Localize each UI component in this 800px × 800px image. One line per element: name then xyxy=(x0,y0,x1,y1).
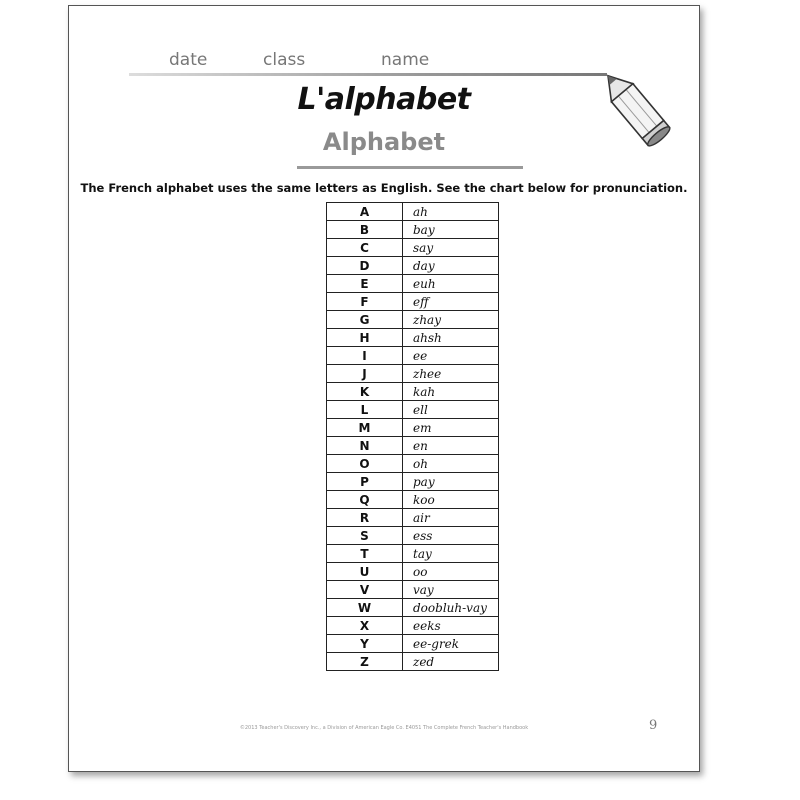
table-row xyxy=(327,455,499,473)
pronunciation-cell: eff xyxy=(403,293,499,311)
pronunciation-cell: day xyxy=(403,257,499,275)
letter-cell: Z xyxy=(327,653,403,671)
pronunciation-cell: ess xyxy=(403,527,499,545)
letter-cell: T xyxy=(327,545,403,563)
table-row xyxy=(327,239,499,257)
table-row xyxy=(327,347,499,365)
pronunciation-cell: eeks xyxy=(403,617,499,635)
letter-cell: S xyxy=(327,527,403,545)
table-row xyxy=(327,545,499,563)
letter-cell: K xyxy=(327,383,403,401)
pronunciation-cell: say xyxy=(403,239,499,257)
class-label: class xyxy=(263,50,306,70)
table-row xyxy=(327,527,499,545)
pronunciation-cell: em xyxy=(403,419,499,437)
table-row xyxy=(327,491,499,509)
letter-cell: W xyxy=(327,599,403,617)
letter-cell: M xyxy=(327,419,403,437)
table-row xyxy=(327,563,499,581)
pronunciation-cell: zed xyxy=(403,653,499,671)
letter-cell: N xyxy=(327,437,403,455)
table-row xyxy=(327,401,499,419)
pronunciation-cell: ee xyxy=(403,347,499,365)
alphabet-table xyxy=(326,202,499,671)
pronunciation-cell: en xyxy=(403,437,499,455)
table-row xyxy=(327,257,499,275)
letter-cell: D xyxy=(327,257,403,275)
table-row xyxy=(327,311,499,329)
letter-cell: R xyxy=(327,509,403,527)
letter-cell: J xyxy=(327,365,403,383)
pronunciation-cell: oh xyxy=(403,455,499,473)
pronunciation-cell: zhay xyxy=(403,311,499,329)
letter-cell: U xyxy=(327,563,403,581)
pronunciation-cell: pay xyxy=(403,473,499,491)
letter-cell: H xyxy=(327,329,403,347)
table-row xyxy=(327,617,499,635)
letter-cell: B xyxy=(327,221,403,239)
pronunciation-cell: euh xyxy=(403,275,499,293)
letter-cell: G xyxy=(327,311,403,329)
pronunciation-cell: doobluh-vay xyxy=(403,599,499,617)
letter-cell: Y xyxy=(327,635,403,653)
letter-cell: Q xyxy=(327,491,403,509)
letter-cell: L xyxy=(327,401,403,419)
table-row xyxy=(327,581,499,599)
header-writing-line xyxy=(129,73,607,76)
intro-text: The French alphabet uses the same letters as English. See the chart below for pronunciation. xyxy=(80,181,688,195)
table-row xyxy=(327,365,499,383)
letter-cell: F xyxy=(327,293,403,311)
pronunciation-cell: bay xyxy=(403,221,499,239)
table-row xyxy=(327,275,499,293)
copyright-footer: ©2013 Teacher's Discovery Inc., a Division of American Eagle Co. E4051 The Complete French Teacher's Handbook xyxy=(239,725,529,731)
letter-cell: X xyxy=(327,617,403,635)
table-row xyxy=(327,473,499,491)
pronunciation-cell: ee-grek xyxy=(403,635,499,653)
pronunciation-cell: ell xyxy=(403,401,499,419)
table-row xyxy=(327,329,499,347)
pronunciation-cell: zhee xyxy=(403,365,499,383)
letter-cell: E xyxy=(327,275,403,293)
table-row xyxy=(327,203,499,221)
page-number: 9 xyxy=(649,718,658,733)
table-row xyxy=(327,635,499,653)
letter-cell: V xyxy=(327,581,403,599)
letter-cell: C xyxy=(327,239,403,257)
table-row xyxy=(327,419,499,437)
letter-cell: O xyxy=(327,455,403,473)
pronunciation-cell: air xyxy=(403,509,499,527)
letter-cell: P xyxy=(327,473,403,491)
pronunciation-cell: ah xyxy=(403,203,499,221)
pronunciation-cell: vay xyxy=(403,581,499,599)
worksheet-page xyxy=(68,5,700,772)
table-row xyxy=(327,383,499,401)
page-title: L'alphabet xyxy=(297,82,471,117)
table-row xyxy=(327,599,499,617)
date-label: date xyxy=(169,50,208,70)
pronunciation-cell: koo xyxy=(403,491,499,509)
page-subtitle: Alphabet xyxy=(322,128,446,156)
table-row xyxy=(327,293,499,311)
letter-cell: I xyxy=(327,347,403,365)
pronunciation-cell: ahsh xyxy=(403,329,499,347)
name-label: name xyxy=(381,50,430,70)
table-row xyxy=(327,653,499,671)
table-row xyxy=(327,221,499,239)
subtitle-underline xyxy=(297,166,523,169)
table-row xyxy=(327,437,499,455)
pronunciation-cell: oo xyxy=(403,563,499,581)
pronunciation-cell: tay xyxy=(403,545,499,563)
pronunciation-cell: kah xyxy=(403,383,499,401)
table-row xyxy=(327,509,499,527)
letter-cell: A xyxy=(327,203,403,221)
